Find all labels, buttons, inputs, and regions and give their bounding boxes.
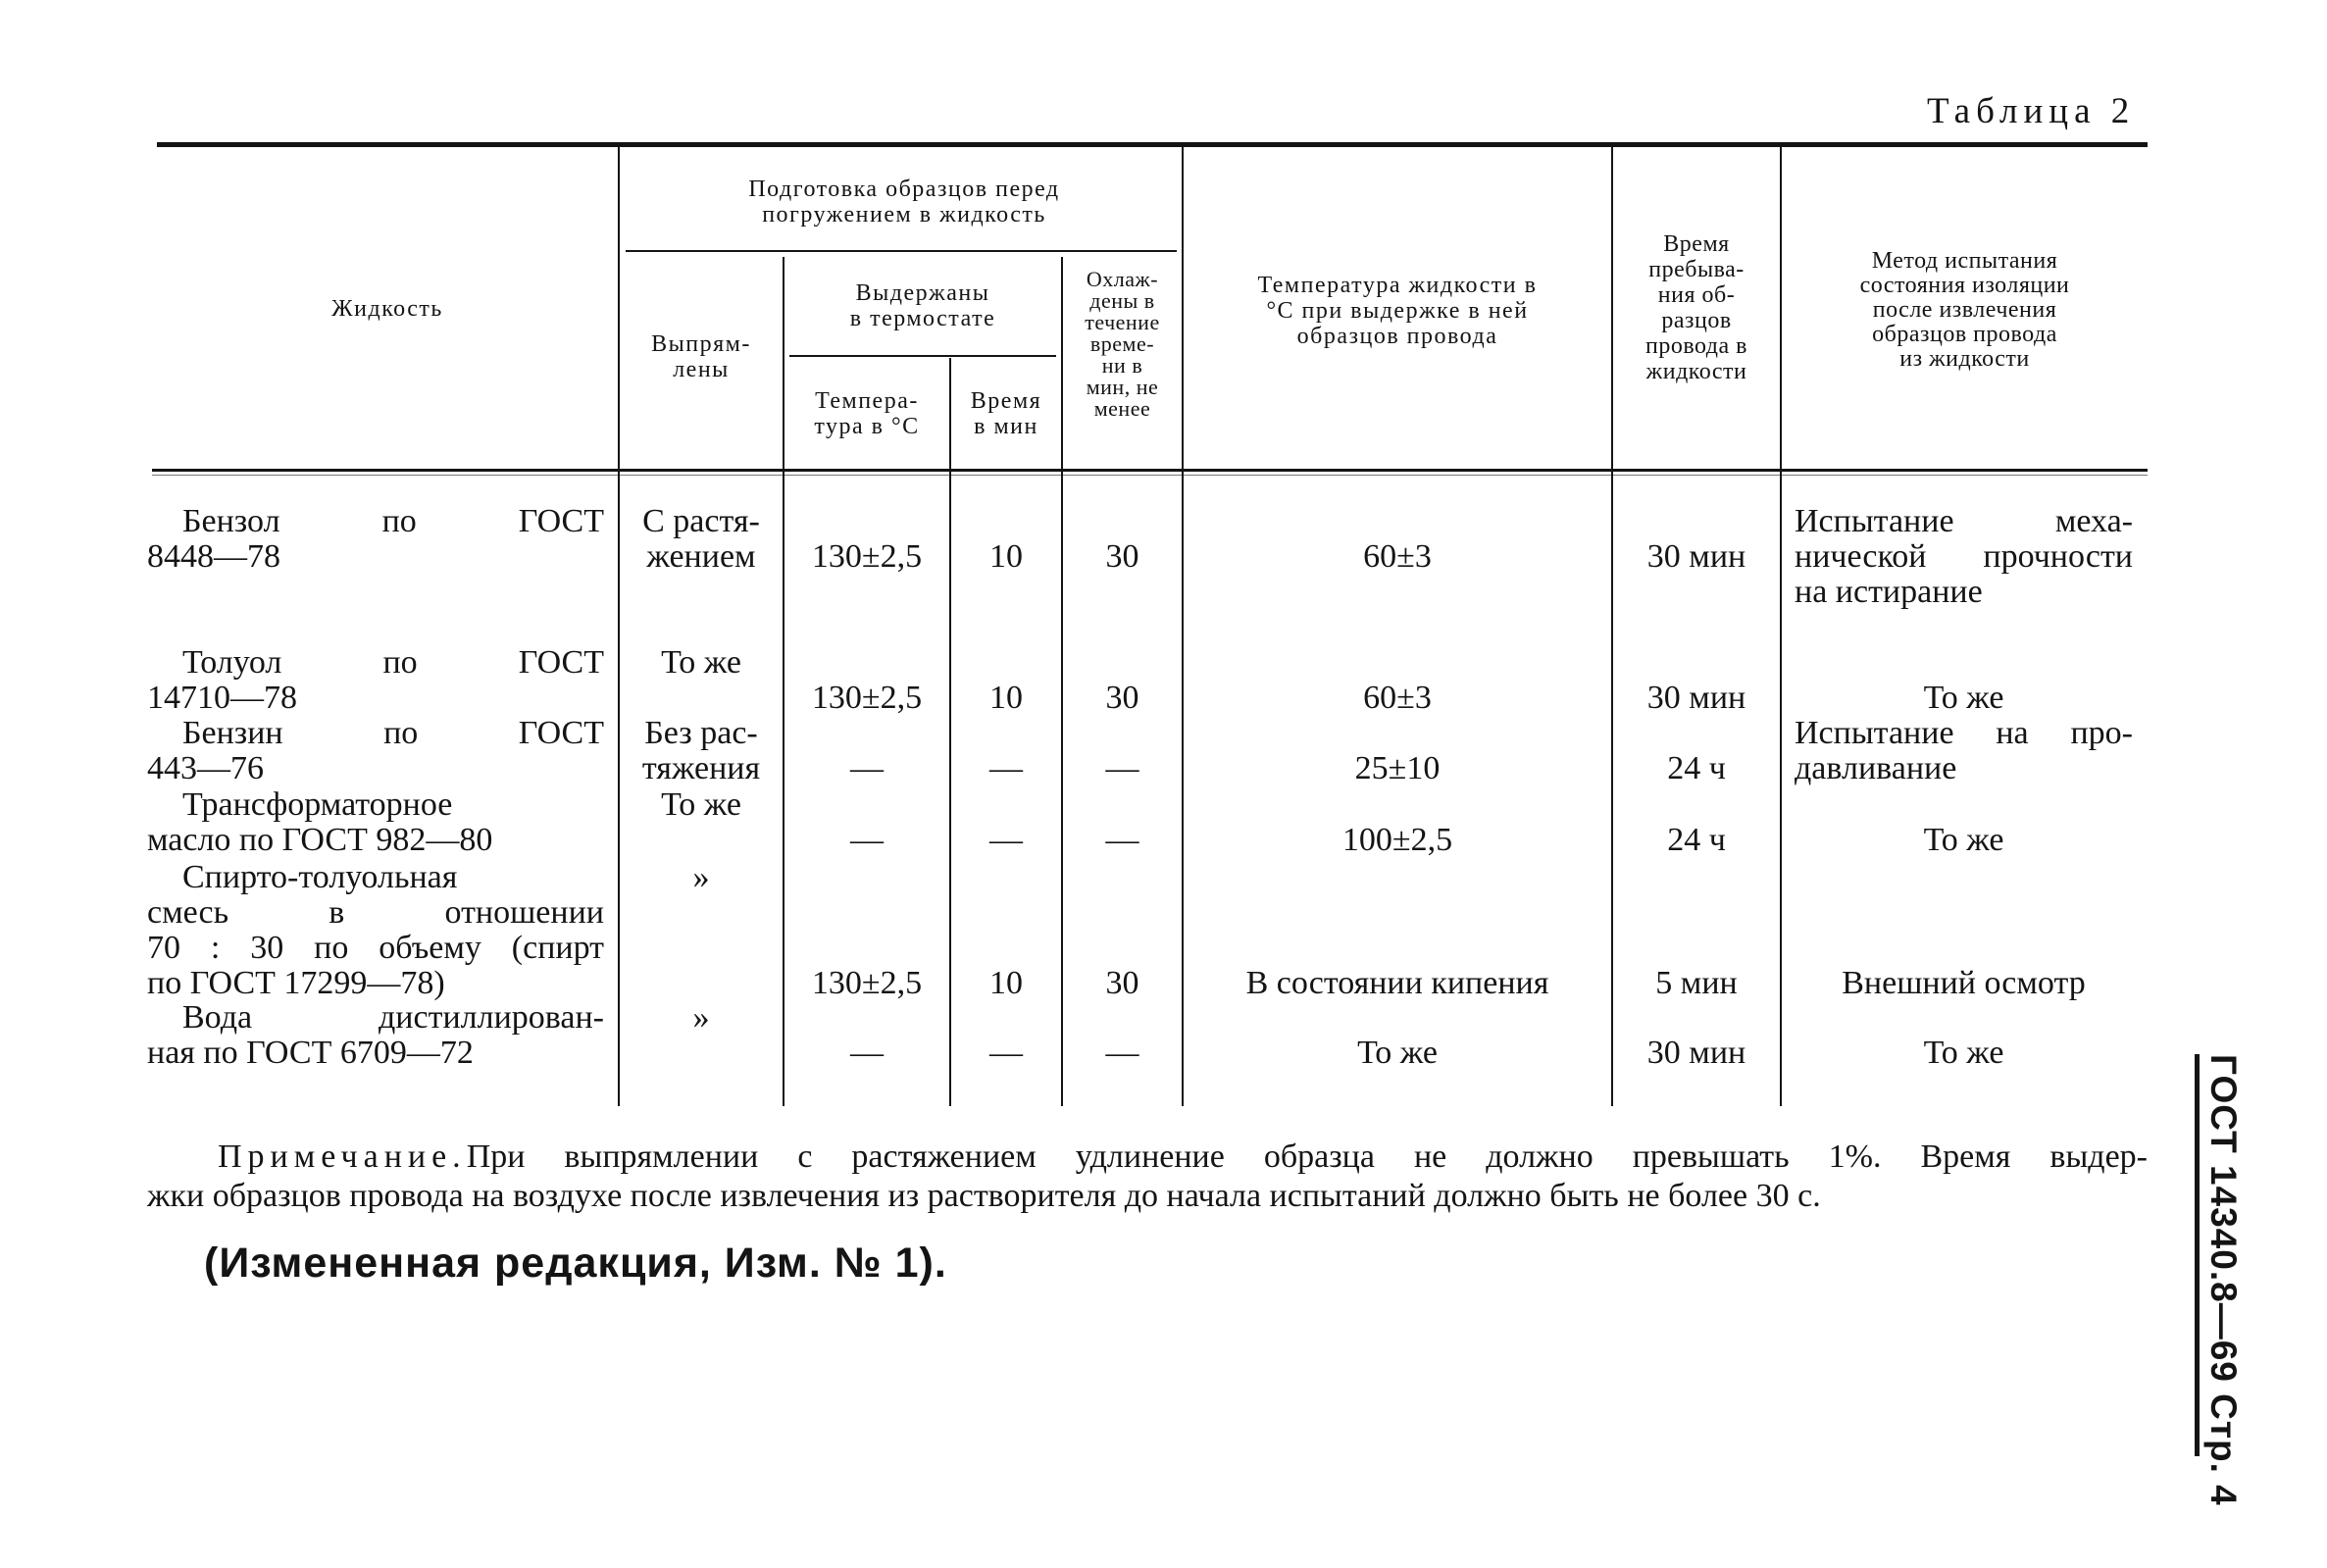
cell-temperature: 130±2,5 (811, 680, 923, 716)
cell-cooled: 30 (1105, 680, 1139, 716)
col-divider-1 (618, 147, 620, 1106)
prep-group-rule (626, 250, 1177, 252)
cell-time: — (989, 750, 1023, 786)
cell-liquid: Вода дистиллирован- (182, 999, 604, 1036)
table-top-rule (157, 142, 2148, 147)
cell-method: Испытание на про- (1795, 715, 2133, 751)
cell-liquid: 8448—78 (147, 538, 280, 575)
note-line-1: При выпрямлении с растяжением удлинение образца не должно превышать 1%. Время выдер- (466, 1138, 2148, 1175)
side-label-rule (2195, 1054, 2200, 1456)
cell-straightened: То же (661, 644, 741, 681)
note-label: Примечание. (218, 1138, 467, 1175)
cell-straightened: » (692, 999, 710, 1036)
amendment-note: (Измененная редакция, Изм. № 1). (204, 1239, 947, 1287)
cell-method: на истирание (1795, 574, 1983, 610)
cell-liquid-temp: В состоянии кипения (1245, 965, 1549, 1001)
cell-cooled: 30 (1105, 965, 1139, 1001)
cell-temperature: — (850, 750, 884, 786)
cell-liquid: масло по ГОСТ 982—80 (147, 822, 493, 858)
table-label: Таблица 2 (1927, 91, 2136, 131)
cell-straightened: С растя- (642, 503, 760, 539)
header-straightened: Выпрям- лены (651, 331, 751, 382)
cell-residence: 30 мин (1646, 538, 1746, 575)
cell-liquid: ная по ГОСТ 6709—72 (147, 1035, 474, 1071)
cell-liquid-temp: 25±10 (1354, 750, 1441, 786)
header-preparation-group: Подготовка образцов перед погружением в жидкость (748, 177, 1060, 228)
side-label-text: ГОСТ 14340.8—69 Стр. 4 (2203, 1054, 2244, 1506)
cell-method: нической прочности (1795, 538, 2133, 575)
cell-straightened: » (692, 859, 710, 895)
cell-time: — (989, 822, 1023, 858)
cell-liquid-temp: То же (1357, 1035, 1438, 1071)
cell-cooled: 30 (1105, 538, 1139, 575)
cell-time: 10 (989, 680, 1023, 716)
cell-liquid: 443—76 (147, 750, 264, 786)
cell-liquid: смесь в отношении (147, 894, 604, 931)
cell-cooled: — (1105, 1035, 1139, 1071)
cell-liquid: Толуол по ГОСТ (182, 644, 604, 681)
header-time-min: Время в мин (970, 388, 1042, 439)
cell-residence: 30 мин (1646, 680, 1746, 716)
cell-method: То же (1923, 822, 2004, 858)
header-liquid-temperature: Температура жидкости в °С при выдержке в ней образцов провода (1257, 273, 1538, 349)
cell-temperature: 130±2,5 (811, 965, 923, 1001)
note-line-2: жки образцов провода на воздухе после извлечения из растворителя до начала испытаний должно быть не более 30 с. (147, 1178, 1821, 1214)
cell-liquid: Бензин по ГОСТ (182, 715, 604, 751)
cell-liquid-temp: 60±3 (1363, 538, 1432, 575)
header-bottom-rule-2 (152, 475, 2148, 476)
header-thermostat-group: Выдержаны в термостате (849, 280, 996, 331)
cell-temperature: — (850, 1035, 884, 1071)
cell-residence: 5 мин (1655, 965, 1738, 1001)
cell-residence: 24 ч (1667, 750, 1726, 786)
cell-cooled: — (1105, 822, 1139, 858)
cell-liquid-temp: 100±2,5 (1341, 822, 1453, 858)
cell-liquid: 14710—78 (147, 680, 297, 716)
header-liquid: Жидкость (331, 296, 443, 322)
header-cooled: Охлаж- дены в течение време- ни в мин, не менее (1085, 267, 1160, 421)
thermostat-group-rule (789, 355, 1056, 357)
table-note (147, 1138, 2148, 1216)
cell-liquid: Трансформаторное (182, 786, 453, 823)
cell-method: Внешний осмотр (1842, 965, 2086, 1001)
cell-liquid: 70 : 30 по объему (спирт (147, 930, 604, 966)
cell-residence: 24 ч (1667, 822, 1726, 858)
cell-method: давливание (1795, 750, 1957, 786)
cell-straightened: жением (646, 538, 756, 575)
cell-liquid: Бензол по ГОСТ (182, 503, 604, 539)
cell-straightened: Без рас- (644, 715, 758, 751)
cell-straightened: То же (661, 786, 741, 823)
cell-liquid-temp: 60±3 (1363, 680, 1432, 716)
side-label (2202, 1054, 2261, 1506)
cell-cooled: — (1105, 750, 1139, 786)
cell-residence: 30 мин (1646, 1035, 1746, 1071)
header-residence-time: Время пребыва- ния об- разцов провода в жидкости (1644, 231, 1747, 384)
cell-temperature: — (850, 822, 884, 858)
cell-liquid: Спирто-толуольная (182, 859, 458, 895)
cell-method: Испытание меха- (1795, 503, 2133, 539)
cell-method: То же (1923, 1035, 2004, 1071)
cell-time: — (989, 1035, 1023, 1071)
header-bottom-rule (152, 469, 2148, 472)
header-temperature: Темпера- тура в °С (814, 388, 920, 439)
cell-time: 10 (989, 538, 1023, 575)
cell-temperature: 130±2,5 (811, 538, 923, 575)
cell-time: 10 (989, 965, 1023, 1001)
cell-liquid: по ГОСТ 17299—78) (147, 965, 445, 1001)
header-test-method: Метод испытания состояния изоляции после извлечения образцов провода из жидкости (1859, 248, 2070, 372)
cell-method: То же (1923, 680, 2004, 716)
cell-straightened: тяжения (641, 750, 761, 786)
